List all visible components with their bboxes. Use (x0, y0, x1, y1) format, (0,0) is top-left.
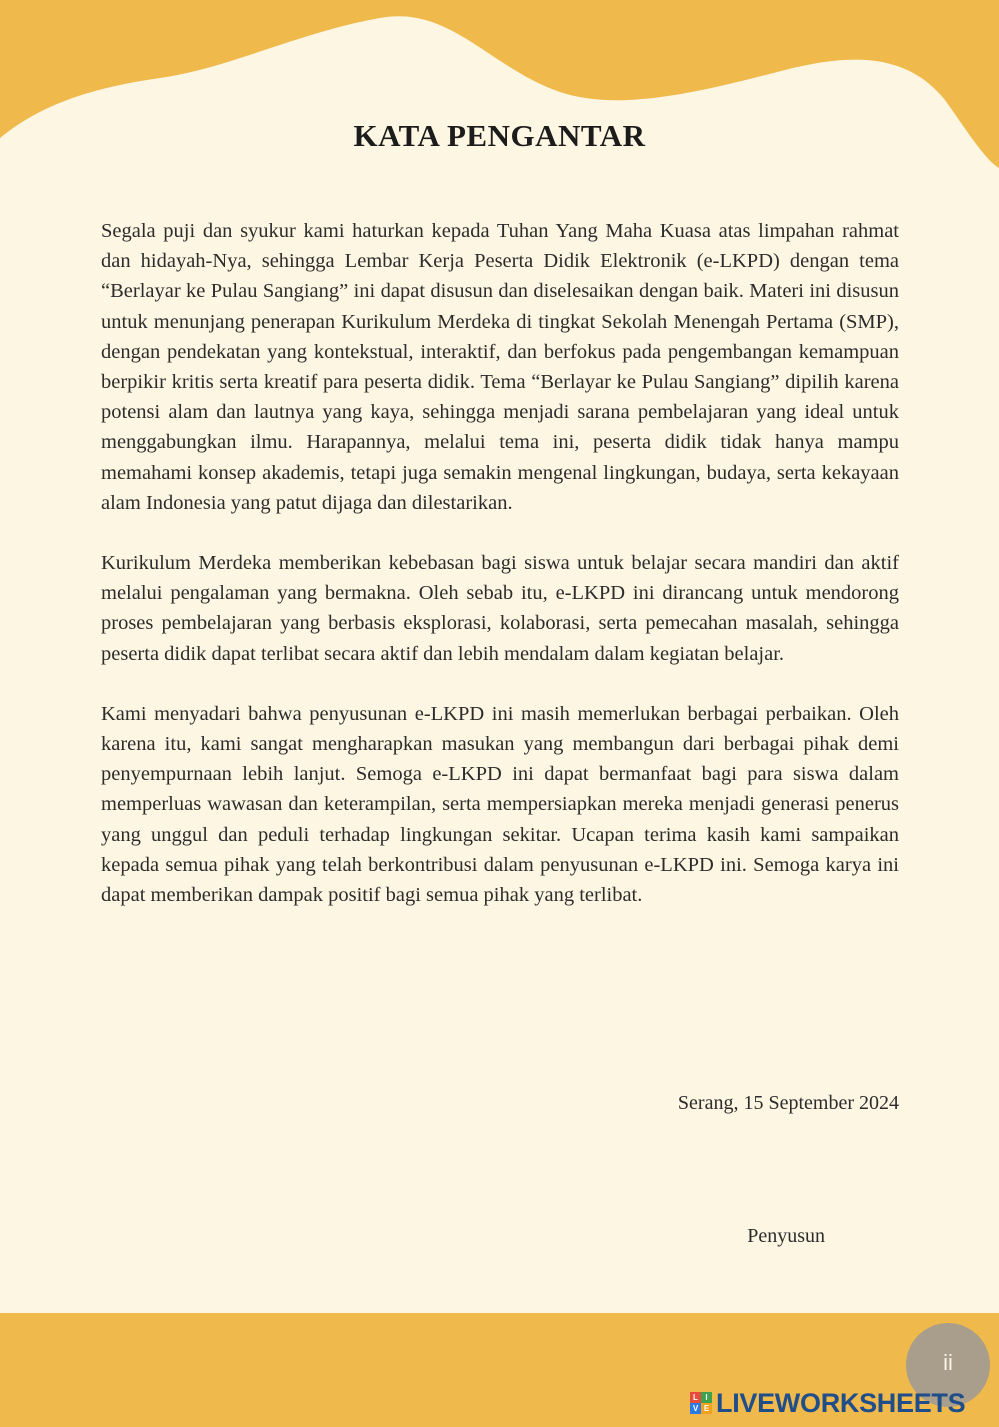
liveworksheets-logo-icon (690, 1392, 712, 1414)
place-date: Serang, 15 September 2024 (677, 1092, 899, 1114)
brand-name: LIVEWORKSHEETS (716, 1387, 966, 1418)
paragraph-3: Kami menyadari bahwa penyusunan e-LKPD ini masih memerlukan berbagai perbaikan. Oleh karena itu, kami sangat mengharapkan masukan yang membangun dari berbagai pihak demi penyempurnaan lebih lanjut. Semoga e-LKPD ini dapat bermanfaat bagi para siswa dalam memperluas wawasan dan keterampilan, serta mempersiapkan mereka menjadi generasi penerus yang unggul dan peduli terhadap lingkungan sekitar. Ucapan terima kasih kami sampaikan kepada semua pihak yang telah berkontribusi dalam penyusunan e-LKPD ini. Semoga karya ini dapat memberikan dampak positif bagi semua pihak yang terlibat. (101, 702, 899, 907)
page-title: KATA PENGANTAR (353, 118, 646, 153)
page-number-badge: ii (906, 1323, 990, 1407)
document-body (101, 216, 899, 940)
logo-letter-l: L (690, 1392, 701, 1403)
logo-letter-v: V (690, 1403, 701, 1414)
author-signature: Penyusun (747, 1225, 825, 1247)
paragraph-2: Kurikulum Merdeka memberikan kebebasan bagi siswa untuk belajar secara mandiri dan aktif melalui pengalaman yang bermakna. Oleh sebab itu, e-LKPD ini dirancang untuk mendorong proses pembelajaran yang berbasis eksplorasi, kolaborasi, serta pemecahan masalah, sehingga peserta didik dapat terlibat secara aktif dan lebih mendalam dalam kegiatan belajar. (101, 552, 899, 665)
liveworksheets-brand[interactable] (690, 1386, 965, 1420)
logo-letter-e: E (701, 1403, 712, 1414)
logo-letter-i: I (701, 1392, 712, 1403)
paragraph-1: Segala puji dan syukur kami haturkan kepada Tuhan Yang Maha Kuasa atas limpahan rahmat dan hidayah-Nya, sehingga Lembar Kerja Peserta Didik Elektronik (e-LKPD) dengan tema “Berlayar ke Pulau Sangiang” ini dapat disusun dan diselesaikan dengan baik. Materi ini disusun untuk menunjang penerapan Kurikulum Merdeka di tingkat Sekolah Menengah Pertama (SMP), dengan pendekatan yang kontekstual, interaktif, dan berfokus pada pengembangan kemampuan berpikir kritis serta kreatif para peserta didik. Tema “Berlayar ke Pulau Sangiang” dipilih karena potensi alam dan lautnya yang kaya, sehingga menjadi sarana pembelajaran yang ideal untuk menggabungkan ilmu. Harapannya, melalui tema ini, peserta didik tidak hanya mampu memahami konsep akademis, tetapi juga semakin mengenal lingkungan, budaya, serta kekayaan alam Indonesia yang patut dijaga dan dilestarikan. (101, 220, 899, 514)
